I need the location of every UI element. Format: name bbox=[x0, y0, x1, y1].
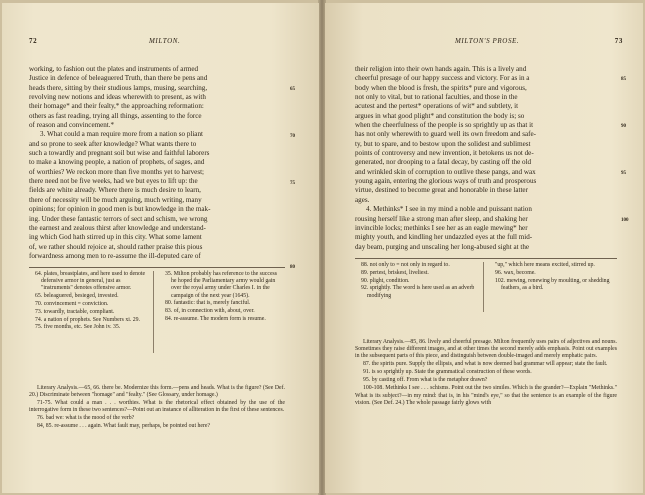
left-main-text bbox=[29, 65, 285, 261]
analysis-paragraph: Literary Analysis.—85, 86. lively and cheerful presage. Milton frequently uses pairs of adjectives and nouns. Sometimes they raise different images, and at other times the second merely adds emphasis. Point out examples in the subsequent parts of this piece, and distinguish between double-imaged and merely emphatic pairs. bbox=[355, 339, 617, 360]
footnote: 83. of, in connection with, about, over. bbox=[165, 308, 255, 315]
left-line: 3. What could a man require more from a nation so pliant bbox=[40, 130, 203, 139]
left-page bbox=[2, 3, 319, 493]
analysis-paragraph: 100-108. Methinks I see . . . schisms. Point out the two similes. Which is the grander?—Explain "Methinks." What is its subject?—in my mind: that is, in his "mind's eye," so that the sentence is an example of the figure vision. (See Def. 24.) The whole passage fairly glows with bbox=[355, 385, 617, 406]
notes-divider bbox=[29, 267, 285, 268]
left-line: forwardness among men to re-assume the ill-deputed care of bbox=[29, 251, 201, 260]
left-page-number: 72 bbox=[29, 37, 38, 45]
left-line: there need not be five weeks, had we but eyes to lift up: the bbox=[29, 177, 198, 186]
right-line: invincible locks; methinks I see her as an eagle mewing* her bbox=[355, 223, 528, 232]
right-line: day beam, purging and unscaling her long-abused sight at the bbox=[355, 242, 530, 251]
right-line: cheerful presage of our happy success and victory. For as in a bbox=[355, 74, 530, 83]
footnote: 88. not only to = not only in regard to. bbox=[361, 262, 450, 268]
right-main-text bbox=[355, 65, 617, 252]
footnote-column bbox=[495, 262, 615, 293]
right-line: mighty youth, and kindling her undazzled eyes at the full mid- bbox=[355, 233, 533, 242]
left-line: and so prone to seek after knowledge? What wants there to bbox=[29, 139, 197, 148]
left-line: opinions; for opinion in good men is but knowledge in the mak- bbox=[29, 205, 211, 214]
right-line: their religion into their own hands again. This is a lively and bbox=[355, 65, 527, 73]
left-line: of reason and convincement.* bbox=[29, 121, 115, 130]
left-line: of, we rather should rejoice at, should rather praise this pious bbox=[29, 242, 203, 251]
left-line: of worthies? We reckon more than five months yet to harvest; bbox=[29, 167, 205, 176]
left-line: ing which God hath stirred up in this city. What some lament bbox=[29, 233, 202, 242]
right-page bbox=[325, 3, 643, 493]
right-footnotes bbox=[355, 262, 617, 322]
right-line: body when the blood is fresh, the spirits* pure and vigorous, bbox=[355, 83, 527, 92]
footnote: 70. convincement = conviction. bbox=[35, 301, 109, 307]
line-number: 70 bbox=[290, 134, 295, 139]
footnote: 75. five months, etc. See John iv. 35. bbox=[35, 324, 121, 331]
footnote: 73. towardly, tractable, compliant. bbox=[35, 308, 115, 315]
column-divider bbox=[153, 271, 154, 353]
footnote-column bbox=[165, 271, 283, 324]
footnote: 64. plates, breastplates, and here used to denote defensive armor in general, just as "instruments" denotes offensive armor. bbox=[35, 271, 146, 292]
analysis-paragraph: 87. the spirits pure. Supply the ellipsis, and what is now deemed bad grammar will appear; state the fault. bbox=[363, 361, 608, 368]
left-line: there of necessity will be much arguing, much writing, many bbox=[29, 195, 202, 204]
left-line: revolving new notions and ideas wherewith to present, as with bbox=[29, 93, 206, 102]
line-number: 75 bbox=[290, 181, 295, 186]
left-line: Justice in defence of beleaguered Truth, than there be pens and bbox=[29, 74, 208, 83]
right-line: has not only wherewith to guard well its own freedom and safe- bbox=[355, 130, 537, 139]
left-line: their homage* and their fealty,* the approaching reformation: bbox=[29, 102, 204, 111]
footnote: 74. a nation of prophets. See Numbers xi. 29. bbox=[35, 316, 140, 323]
right-page-number: 73 bbox=[614, 37, 623, 45]
line-number: 100 bbox=[621, 218, 629, 223]
left-line: others as fast reading, trying all things, assenting to the force bbox=[29, 111, 202, 120]
analysis-paragraph: Literary Analysis.—65, 66. there be. Modernize this form.—pens and heads. What is the figure? (See Def. 20.) Discriminate between "homage" and "fealty." (See Glossary, under homage.) bbox=[29, 385, 285, 399]
footnote: 84. re-assume. The modern form is resume. bbox=[165, 316, 266, 322]
right-line: ages. bbox=[355, 195, 370, 204]
footnote: 35. Milton probably has reference to the success he hoped the Parliamentary army would gain over the royal army under Charles I. in the campaign of the next year (1645). bbox=[165, 271, 278, 299]
left-line: heads there, sitting by their studious lamps, musing, searching, bbox=[29, 83, 208, 92]
right-literary-analysis bbox=[355, 339, 617, 408]
right-line: virtue, destined to become great and honorable in these latter bbox=[355, 186, 528, 195]
right-line: acutest and the pertest* operations of wit* and subtlety, it bbox=[355, 102, 519, 111]
right-line: when the cheerfulness of the people is so sprightly up as that it bbox=[355, 121, 534, 130]
right-line: young again, entering the glorious ways of truth and prosperous bbox=[355, 177, 537, 186]
analysis-paragraph: 91. is so sprightly up. State the grammatical construction of these words. bbox=[363, 369, 532, 376]
left-footnotes bbox=[29, 271, 285, 361]
left-line: fields are white already. Where there is much desire to learn, bbox=[29, 186, 201, 195]
footnote-column bbox=[361, 262, 479, 300]
line-number: 65 bbox=[290, 87, 295, 92]
left-page-title: MILTON. bbox=[149, 37, 181, 45]
line-number: 95 bbox=[621, 171, 626, 176]
left-line: ing. Under these fantastic terrors of sect and schism, we wrong bbox=[29, 214, 208, 223]
left-line: the earnest and zealous thirst after knowledge and understand- bbox=[29, 223, 206, 232]
left-line: such a towardly and pregnant soil but wise and faithful laborers bbox=[29, 149, 210, 158]
right-line: points of controversy and new invention, it betokens us not de- bbox=[355, 149, 534, 158]
footnote: 96. wax, become. bbox=[495, 269, 536, 276]
footnote: 102. mewing, renewing by moulting, or shedding feathers, as a bird. bbox=[495, 277, 610, 291]
right-line: rousing herself like a strong man after sleep, and shaking her bbox=[355, 214, 528, 223]
analysis-paragraph: 76. bad we: what is the mood of the verb? bbox=[37, 415, 135, 422]
footnote: "up," which here means excited, stirred up. bbox=[495, 262, 595, 268]
footnote: 92. sprightly. The word is here used as an adverb modifying bbox=[361, 285, 475, 299]
right-line: generated, nor drooping to a fatal decay, by casting off the old bbox=[355, 158, 532, 167]
left-line: to make a knowing people, a nation of prophets, of sages, and bbox=[29, 158, 205, 167]
line-number: 85 bbox=[621, 77, 626, 82]
notes-divider bbox=[355, 258, 617, 259]
right-page-title: MILTON'S PROSE. bbox=[455, 37, 520, 45]
line-number: 80 bbox=[290, 265, 295, 270]
footnote: 89. pertest, briskest, liveliest. bbox=[361, 269, 429, 276]
analysis-paragraph: 71-75. What could a man . . . worthies. What is the rhetorical effect obtained by the use of the interrogative form in these two sentences?—Point out an instance of alliteration in the first of these sentences. bbox=[29, 400, 285, 414]
left-line: working, to fashion out the plates and instruments of armed bbox=[29, 65, 199, 73]
footnote: 65. beleaguered, besieged, invested. bbox=[35, 293, 119, 300]
right-line: ty, but to spare, and to bestow upon the solidest and sublimest bbox=[355, 139, 531, 148]
left-literary-analysis bbox=[29, 385, 285, 431]
column-divider bbox=[483, 262, 484, 312]
analysis-paragraph: 84, 85. re-assume . . . again. What fault may, perhaps, be pointed out here? bbox=[37, 423, 211, 430]
footnote-column bbox=[35, 271, 147, 332]
footnote: 90. plight, condition. bbox=[361, 277, 410, 284]
line-number: 90 bbox=[621, 124, 626, 129]
right-line: and wrinkled skin of corruption to outlive these pangs, and wax bbox=[355, 167, 536, 176]
footnote: 80. fantastic: that is, merely fanciful. bbox=[165, 300, 251, 307]
right-line: not only to vital, but to rational faculties, and those in the bbox=[355, 93, 518, 102]
right-line: 4. Methinks* I see in my mind a noble and puissant nation bbox=[366, 205, 532, 214]
analysis-paragraph: 95. by casting off. From what is the metaphor drawn? bbox=[363, 377, 488, 384]
right-line: argues in what good plight* and constitution the body is; so bbox=[355, 111, 525, 120]
